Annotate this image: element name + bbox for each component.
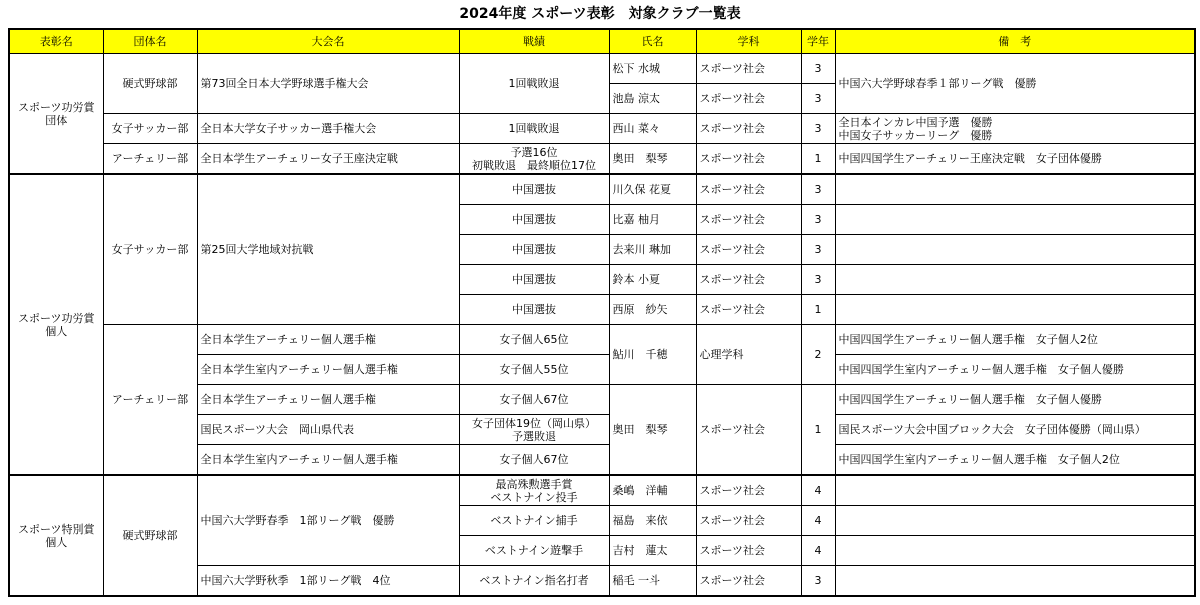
result-cell: 女子個人67位 (459, 445, 609, 476)
result-cell: 予選16位 初戦敗退 最終順位17位 (459, 144, 609, 175)
remarks-cell (835, 475, 1195, 506)
result-cell: 女子個人67位 (459, 385, 609, 415)
remarks-cell: 国民スポーツ大会中国ブロック大会 女子団体優勝（岡山県） (835, 415, 1195, 445)
header-department: 学科 (696, 29, 801, 54)
name-cell: 池島 涼太 (609, 84, 696, 114)
result-cell: 中国選抜 (459, 205, 609, 235)
name-cell: 去来川 琳加 (609, 235, 696, 265)
grade-cell: 4 (801, 536, 835, 566)
tournament-cell: 中国六大学野秋季 1部リーグ戦 4位 (197, 566, 459, 597)
department-cell: スポーツ社会 (696, 506, 801, 536)
department-cell: スポーツ社会 (696, 385, 801, 476)
club-cell: 女子サッカー部 (103, 174, 197, 325)
tournament-cell: 中国六大学野春季 1部リーグ戦 優勝 (197, 475, 459, 566)
name-cell: 福島 来依 (609, 506, 696, 536)
result-cell: 中国選抜 (459, 174, 609, 205)
department-cell: スポーツ社会 (696, 536, 801, 566)
tournament-cell: 全日本学生アーチェリー個人選手権 (197, 325, 459, 355)
department-cell: スポーツ社会 (696, 475, 801, 506)
remarks-cell (835, 536, 1195, 566)
header-result: 戦績 (459, 29, 609, 54)
department-cell: スポーツ社会 (696, 174, 801, 205)
name-cell: 奥田 梨琴 (609, 144, 696, 175)
result-cell: 女子団体19位（岡山県） 予選敗退 (459, 415, 609, 445)
remarks-cell: 中国四国学生室内アーチェリー個人選手権 女子個人2位 (835, 445, 1195, 476)
award-cell: スポーツ功労賞 個人 (9, 174, 103, 475)
grade-cell: 4 (801, 506, 835, 536)
club-cell: アーチェリー部 (103, 325, 197, 476)
tournament-cell: 全日本学生室内アーチェリー個人選手権 (197, 445, 459, 476)
header-award: 表彰名 (9, 29, 103, 54)
page-title: 2024年度 スポーツ表彰 対象クラブ一覧表 (459, 6, 741, 22)
award-cell: スポーツ特別賞 個人 (9, 475, 103, 596)
tournament-cell: 国民スポーツ大会 岡山県代表 (197, 415, 459, 445)
remarks-cell: 中国四国学生アーチェリー個人選手権 女子個人2位 (835, 325, 1195, 355)
result-cell: 女子個人65位 (459, 325, 609, 355)
tournament-cell: 第25回大学地域対抗戦 (197, 174, 459, 325)
remarks-cell (835, 265, 1195, 295)
name-cell: 奥田 梨琴 (609, 385, 696, 476)
department-cell: スポーツ社会 (696, 295, 801, 325)
department-cell: スポーツ社会 (696, 205, 801, 235)
result-cell: 1回戦敗退 (459, 54, 609, 114)
name-cell: 西原 紗矢 (609, 295, 696, 325)
remarks-cell (835, 506, 1195, 536)
remarks-cell (835, 174, 1195, 205)
result-cell: 中国選抜 (459, 295, 609, 325)
department-cell: スポーツ社会 (696, 114, 801, 144)
remarks-cell: 中国四国学生室内アーチェリー個人選手権 女子個人優勝 (835, 355, 1195, 385)
header-row (9, 29, 1195, 54)
name-cell: 鮎川 千穂 (609, 325, 696, 385)
header-grade: 学年 (801, 29, 835, 54)
department-cell: 心理学科 (696, 325, 801, 385)
tournament-cell: 全日本大学女子サッカー選手権大会 (197, 114, 459, 144)
result-cell: 1回戦敗退 (459, 114, 609, 144)
department-cell: スポーツ社会 (696, 54, 801, 84)
remarks-cell: 中国六大学野球春季１部リーグ戦 優勝 (835, 54, 1195, 114)
grade-cell: 3 (801, 205, 835, 235)
name-cell: 松下 水城 (609, 54, 696, 84)
remarks-cell: 中国四国学生アーチェリー王座決定戦 女子団体優勝 (835, 144, 1195, 175)
grade-cell: 2 (801, 325, 835, 385)
remarks-cell (835, 205, 1195, 235)
club-cell: 女子サッカー部 (103, 114, 197, 144)
header-remarks: 備 考 (835, 29, 1195, 54)
club-cell: 硬式野球部 (103, 475, 197, 596)
department-cell: スポーツ社会 (696, 84, 801, 114)
award-cell: スポーツ功労賞 団体 (9, 54, 103, 175)
grade-cell: 3 (801, 54, 835, 84)
name-cell: 比嘉 柚月 (609, 205, 696, 235)
grade-cell: 1 (801, 144, 835, 175)
remarks-cell (835, 295, 1195, 325)
result-cell: 最高殊勲選手賞 ベストナイン投手 (459, 475, 609, 506)
result-cell: ベストナイン捕手 (459, 506, 609, 536)
name-cell: 桑嶋 洋輔 (609, 475, 696, 506)
award-table (8, 28, 1196, 597)
tournament-cell: 全日本学生アーチェリー個人選手権 (197, 385, 459, 415)
table-row (9, 325, 1195, 355)
remarks-cell: 中国四国学生アーチェリー個人選手権 女子個人優勝 (835, 385, 1195, 415)
table-row (9, 114, 1195, 144)
grade-cell: 4 (801, 475, 835, 506)
name-cell: 川久保 花夏 (609, 174, 696, 205)
header-name: 氏名 (609, 29, 696, 54)
result-cell: 中国選抜 (459, 265, 609, 295)
grade-cell: 3 (801, 84, 835, 114)
club-cell: 硬式野球部 (103, 54, 197, 114)
grade-cell: 3 (801, 566, 835, 597)
table-row (9, 54, 1195, 84)
table-row (9, 144, 1195, 175)
tournament-cell: 全日本学生アーチェリー女子王座決定戦 (197, 144, 459, 175)
department-cell: スポーツ社会 (696, 144, 801, 175)
header-tournament: 大会名 (197, 29, 459, 54)
result-cell: ベストナイン遊撃手 (459, 536, 609, 566)
grade-cell: 3 (801, 235, 835, 265)
grade-cell: 3 (801, 174, 835, 205)
result-cell: 中国選抜 (459, 235, 609, 265)
remarks-cell: 全日本インカレ中国予選 優勝 中国女子サッカーリーグ 優勝 (835, 114, 1195, 144)
remarks-cell (835, 235, 1195, 265)
result-cell: ベストナイン指名打者 (459, 566, 609, 597)
department-cell: スポーツ社会 (696, 265, 801, 295)
club-cell: アーチェリー部 (103, 144, 197, 175)
header-club: 団体名 (103, 29, 197, 54)
name-cell: 西山 菜々 (609, 114, 696, 144)
name-cell: 稲毛 一斗 (609, 566, 696, 597)
result-cell: 女子個人55位 (459, 355, 609, 385)
table-row (9, 475, 1195, 506)
department-cell: スポーツ社会 (696, 235, 801, 265)
grade-cell: 1 (801, 295, 835, 325)
grade-cell: 3 (801, 114, 835, 144)
tournament-cell: 第73回全日本大学野球選手権大会 (197, 54, 459, 114)
tournament-cell: 全日本学生室内アーチェリー個人選手権 (197, 355, 459, 385)
table-row (9, 174, 1195, 205)
name-cell: 吉村 蓮太 (609, 536, 696, 566)
remarks-cell (835, 566, 1195, 597)
grade-cell: 1 (801, 385, 835, 476)
name-cell: 鈴本 小夏 (609, 265, 696, 295)
grade-cell: 3 (801, 265, 835, 295)
department-cell: スポーツ社会 (696, 566, 801, 597)
